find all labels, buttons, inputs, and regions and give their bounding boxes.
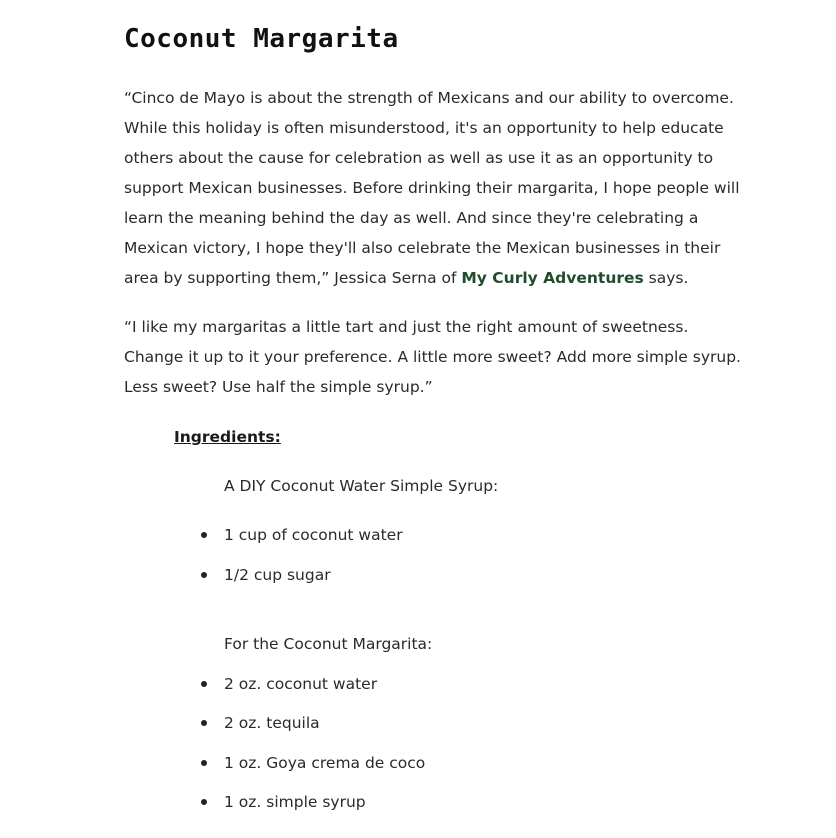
my-curly-adventures-link[interactable]: My Curly Adventures	[461, 269, 644, 287]
list-item-text: 2 oz. coconut water	[224, 674, 378, 693]
list-item	[124, 748, 744, 778]
list-item-text: 1/2 cup sugar	[224, 565, 331, 584]
bullet-icon	[201, 760, 207, 766]
quote-text: “Cinco de Mayo is about the strength of Mexicans and our ability to overcome. While this holiday is often misunderstood, it's an opportunity to help educate others about the cause for celebration as well as use it as an opportunity to support Mexican businesses. Before drinking their margarita, I hope people will learn the meaning behind the day as well. And since they're celebrating a Mexican victory, I hope they'll also celebrate the Mexican businesses in their area by supporting them,” Jessica Serna of	[124, 89, 740, 287]
list-item	[124, 708, 744, 738]
article-title: Coconut Margarita	[124, 24, 399, 54]
list-item	[124, 520, 744, 550]
list-item	[124, 560, 744, 590]
bullet-icon	[201, 572, 207, 578]
quote-paragraph-1	[124, 83, 744, 293]
list-item-text: 1 oz. simple syrup	[224, 793, 366, 811]
bullet-icon	[201, 681, 207, 687]
syrup-ingredients-list	[124, 520, 744, 590]
syrup-subheading: A DIY Coconut Water Simple Syrup:	[224, 477, 499, 495]
quote-paragraph-2: “I like my margaritas a little tart and just the right amount of sweetness. Change it up to it your preference. A little more sweet? Add more simple syrup. Less sweet? Use half the simple syrup.”	[124, 318, 741, 396]
bullet-icon	[201, 720, 207, 726]
list-item-text: 2 oz. tequila	[224, 714, 320, 732]
list-item	[124, 787, 744, 817]
bullet-icon	[201, 799, 207, 805]
margarita-ingredients-list	[124, 669, 744, 818]
bullet-icon	[201, 532, 207, 538]
list-item-text: 1 cup of coconut water	[224, 526, 403, 544]
quote-attribution-end: says.	[643, 269, 689, 287]
list-item-text: 1 oz. Goya crema de coco	[224, 753, 426, 772]
ingredients-heading: Ingredients:	[174, 428, 281, 446]
article	[124, 0, 744, 817]
list-item	[124, 669, 744, 699]
margarita-subheading: For the Coconut Margarita:	[224, 634, 433, 653]
